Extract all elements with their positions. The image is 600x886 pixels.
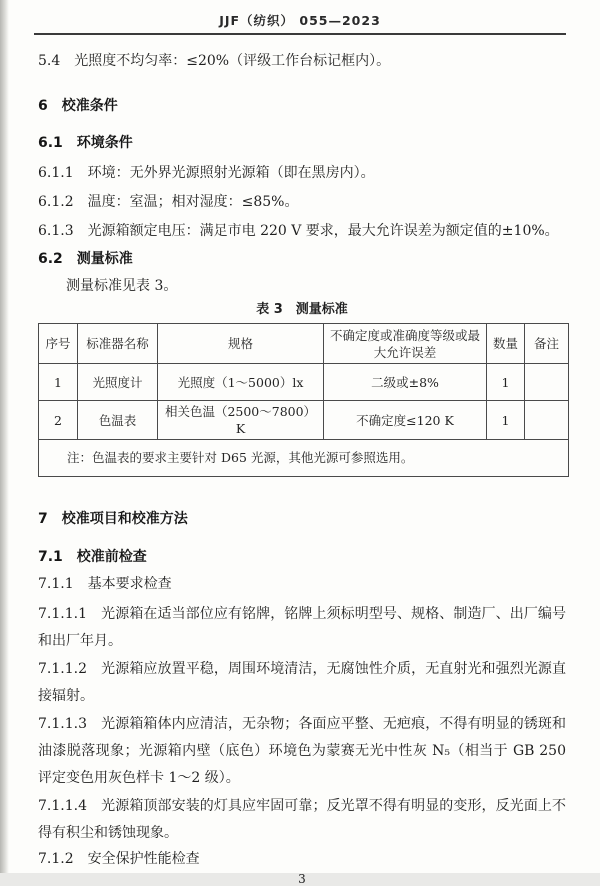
col-header-remarks: 备注 bbox=[525, 324, 569, 364]
table-row bbox=[39, 401, 569, 440]
col-header-spec: 规格 bbox=[158, 324, 324, 364]
measurement-standards-table bbox=[38, 323, 569, 477]
table-header-row bbox=[39, 324, 569, 364]
table-note-row bbox=[39, 440, 569, 477]
heading-7-calibration-items-methods: 7 校准项目和校准方法 bbox=[38, 511, 188, 527]
heading-6-calibration-conditions: 6 校准条件 bbox=[38, 98, 118, 114]
clause-5-4: 5.4 光照度不均匀率：≤20%（评级工作台标记框内）。 bbox=[38, 53, 391, 69]
cell-quantity: 1 bbox=[487, 364, 525, 401]
cell-spec: 光照度（1～5000）lx bbox=[158, 364, 324, 401]
page-number: 3 bbox=[298, 872, 306, 886]
heading-6-1-environment-conditions: 6.1 环境条件 bbox=[38, 135, 133, 151]
clause-7-1-1-2: 7.1.1.2 光源箱应放置平稳，周围环境清洁，无腐蚀性介质，无直射光和强烈光源直接辐射。 bbox=[38, 661, 566, 704]
header-rule bbox=[34, 33, 566, 35]
cell-remarks bbox=[525, 364, 569, 401]
table-reference-text: 测量标准见表 3。 bbox=[66, 278, 178, 294]
page-header bbox=[0, 0, 600, 35]
col-header-standard-name: 标准器名称 bbox=[78, 324, 158, 364]
cell-uncertainty: 不确定度≤120 K bbox=[324, 401, 487, 440]
table-note: 注：色温表的要求主要针对 D65 光源，其他光源可参照选用。 bbox=[39, 440, 569, 477]
clause-7-1-1-4: 7.1.1.4 光源箱顶部安装的灯具应牢固可靠；反光罩不得有明显的变形，反光面上不得有积尘和锈蚀现象。 bbox=[38, 798, 566, 841]
clause-6-1-3: 6.1.3 光源箱额定电压：满足市电 220 V 要求，最大允许误差为额定值的±10%。 bbox=[38, 223, 559, 239]
clause-7-1-1: 7.1.1 基本要求检查 bbox=[38, 576, 172, 592]
cell-index: 2 bbox=[39, 401, 78, 440]
col-header-uncertainty: 不确定度或准确度等级或最大允许误差 bbox=[324, 324, 487, 364]
col-header-quantity: 数量 bbox=[487, 324, 525, 364]
heading-7-1-pre-calibration-check: 7.1 校准前检查 bbox=[38, 549, 147, 565]
standard-number-title: JJF（纺织） 055—2023 bbox=[219, 13, 381, 28]
cell-standard-name: 色温表 bbox=[78, 401, 158, 440]
clause-7-1-1-3: 7.1.1.3 光源箱箱体内应清洁，无杂物；各面应平整、无疤痕，不得有明显的锈斑和油漆脱落现象；光源箱内壁（底色）环境色为蒙赛无光中性灰 N₅（相当于 GB 250 评定变色用灰色样卡 1～2 级）。 bbox=[38, 716, 566, 786]
col-header-index: 序号 bbox=[39, 324, 78, 364]
cell-uncertainty: 二级或±8% bbox=[324, 364, 487, 401]
table-row bbox=[39, 364, 569, 401]
clause-7-1-2: 7.1.2 安全保护性能检查 bbox=[38, 851, 200, 867]
cell-spec: 相关色温（2500～7800）K bbox=[158, 401, 324, 440]
clause-7-1-1-1: 7.1.1.1 光源箱在适当部位应有铭牌，铭牌上须标明型号、规格、制造厂、出厂编号和出厂年月。 bbox=[38, 606, 566, 649]
heading-6-2-measurement-standard: 6.2 测量标准 bbox=[38, 251, 133, 267]
document-body bbox=[0, 52, 600, 886]
cell-quantity: 1 bbox=[487, 401, 525, 440]
cell-remarks bbox=[525, 401, 569, 440]
clause-6-1-2: 6.1.2 温度：室温；相对湿度：≤85%。 bbox=[38, 194, 299, 210]
cell-index: 1 bbox=[39, 364, 78, 401]
table-3-caption: 表 3 测量标准 bbox=[256, 302, 348, 317]
clause-6-1-1: 6.1.1 环境：无外界光源照射光源箱（即在黑房内）。 bbox=[38, 165, 375, 181]
cell-standard-name: 光照度计 bbox=[78, 364, 158, 401]
